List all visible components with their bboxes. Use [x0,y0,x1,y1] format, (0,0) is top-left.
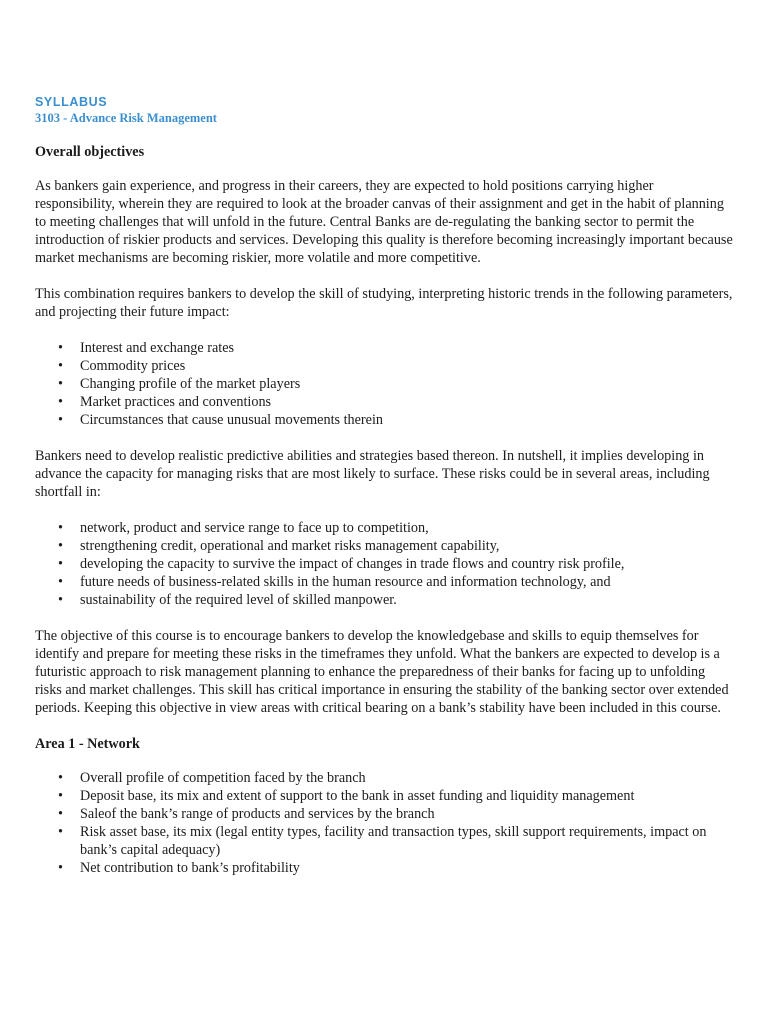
list-item: • sustainability of the required level of skilled manpower. [80,591,735,609]
list-item: • Circumstances that cause unusual movements therein [80,411,735,429]
list-item: • Deposit base, its mix and extent of support to the bank in asset funding and liquidity management [80,787,735,805]
list-item: • Risk asset base, its mix (legal entity types, facility and transaction types, skill support requirements, impact on bank’s capital adequacy) [80,823,735,859]
list-item: • Overall profile of competition faced by the branch [80,769,735,787]
list-item: • Saleof the bank’s range of products and services by the branch [80,805,735,823]
list-item: • developing the capacity to survive the impact of changes in trade flows and country risk profile, [80,555,735,573]
list-item: • strengthening credit, operational and market risks management capability, [80,537,735,555]
objectives-paragraph-3: Bankers need to develop realistic predictive abilities and strategies based thereon. In nutshell, it implies developing in advance the capacity for managing risks that are most likely to surface. These risks could be in several areas, including shortfall in: [35,448,710,500]
list-item: • Net contribution to bank’s profitability [80,859,735,877]
list-item: • Market practices and conventions [80,393,735,411]
area1-list [35,769,735,877]
list-item: • network, product and service range to face up to competition, [80,519,735,537]
list-item: • Interest and exchange rates [80,339,735,357]
objectives-paragraph-1: As bankers gain experience, and progress in their careers, they are expected to hold positions carrying higher responsibility, wherein they are required to look at the broader canvas of their assignment and get in the habit of planning to meeting challenges that will unfold in the future. Central Banks are de-regulating the banking sector to permit the introduction of riskier products and services. Developing this quality is therefore becoming increasingly important because market mechanisms are becoming riskier, more volatile and more competitive. [35,178,733,266]
objectives-paragraph-2: This combination requires bankers to develop the skill of studying, interpreting historic trends in the following parameters, and projecting their future impact: [35,286,733,320]
list-item: • Changing profile of the market players [80,375,735,393]
objectives-heading: Overall objectives [35,144,145,160]
course-title: 3103 - Advance Risk Management [35,111,217,125]
parameters-list [35,339,735,429]
list-item: • Commodity prices [80,357,735,375]
syllabus-label: SYLLABUS [35,95,108,109]
objectives-paragraph-4: The objective of this course is to encourage bankers to develop the knowledgebase and skills to equip themselves for identify and prepare for meeting these risks in the timeframes they unfold. What the bankers are expected to develop is a futuristic approach to risk management planning to enhance the preparedness of their banks for facing up to unfolding risks and market challenges. This skill has critical importance in ensuring the stability of the banking sector over extended periods. Keeping this objective in view areas with critical bearing on a bank’s stability have been included in this course. [35,628,729,716]
document-page [35,94,735,895]
risk-areas-list [35,519,735,609]
area1-heading: Area 1 - Network [35,736,140,752]
list-item: • future needs of business-related skills in the human resource and information technology, and [80,573,735,591]
